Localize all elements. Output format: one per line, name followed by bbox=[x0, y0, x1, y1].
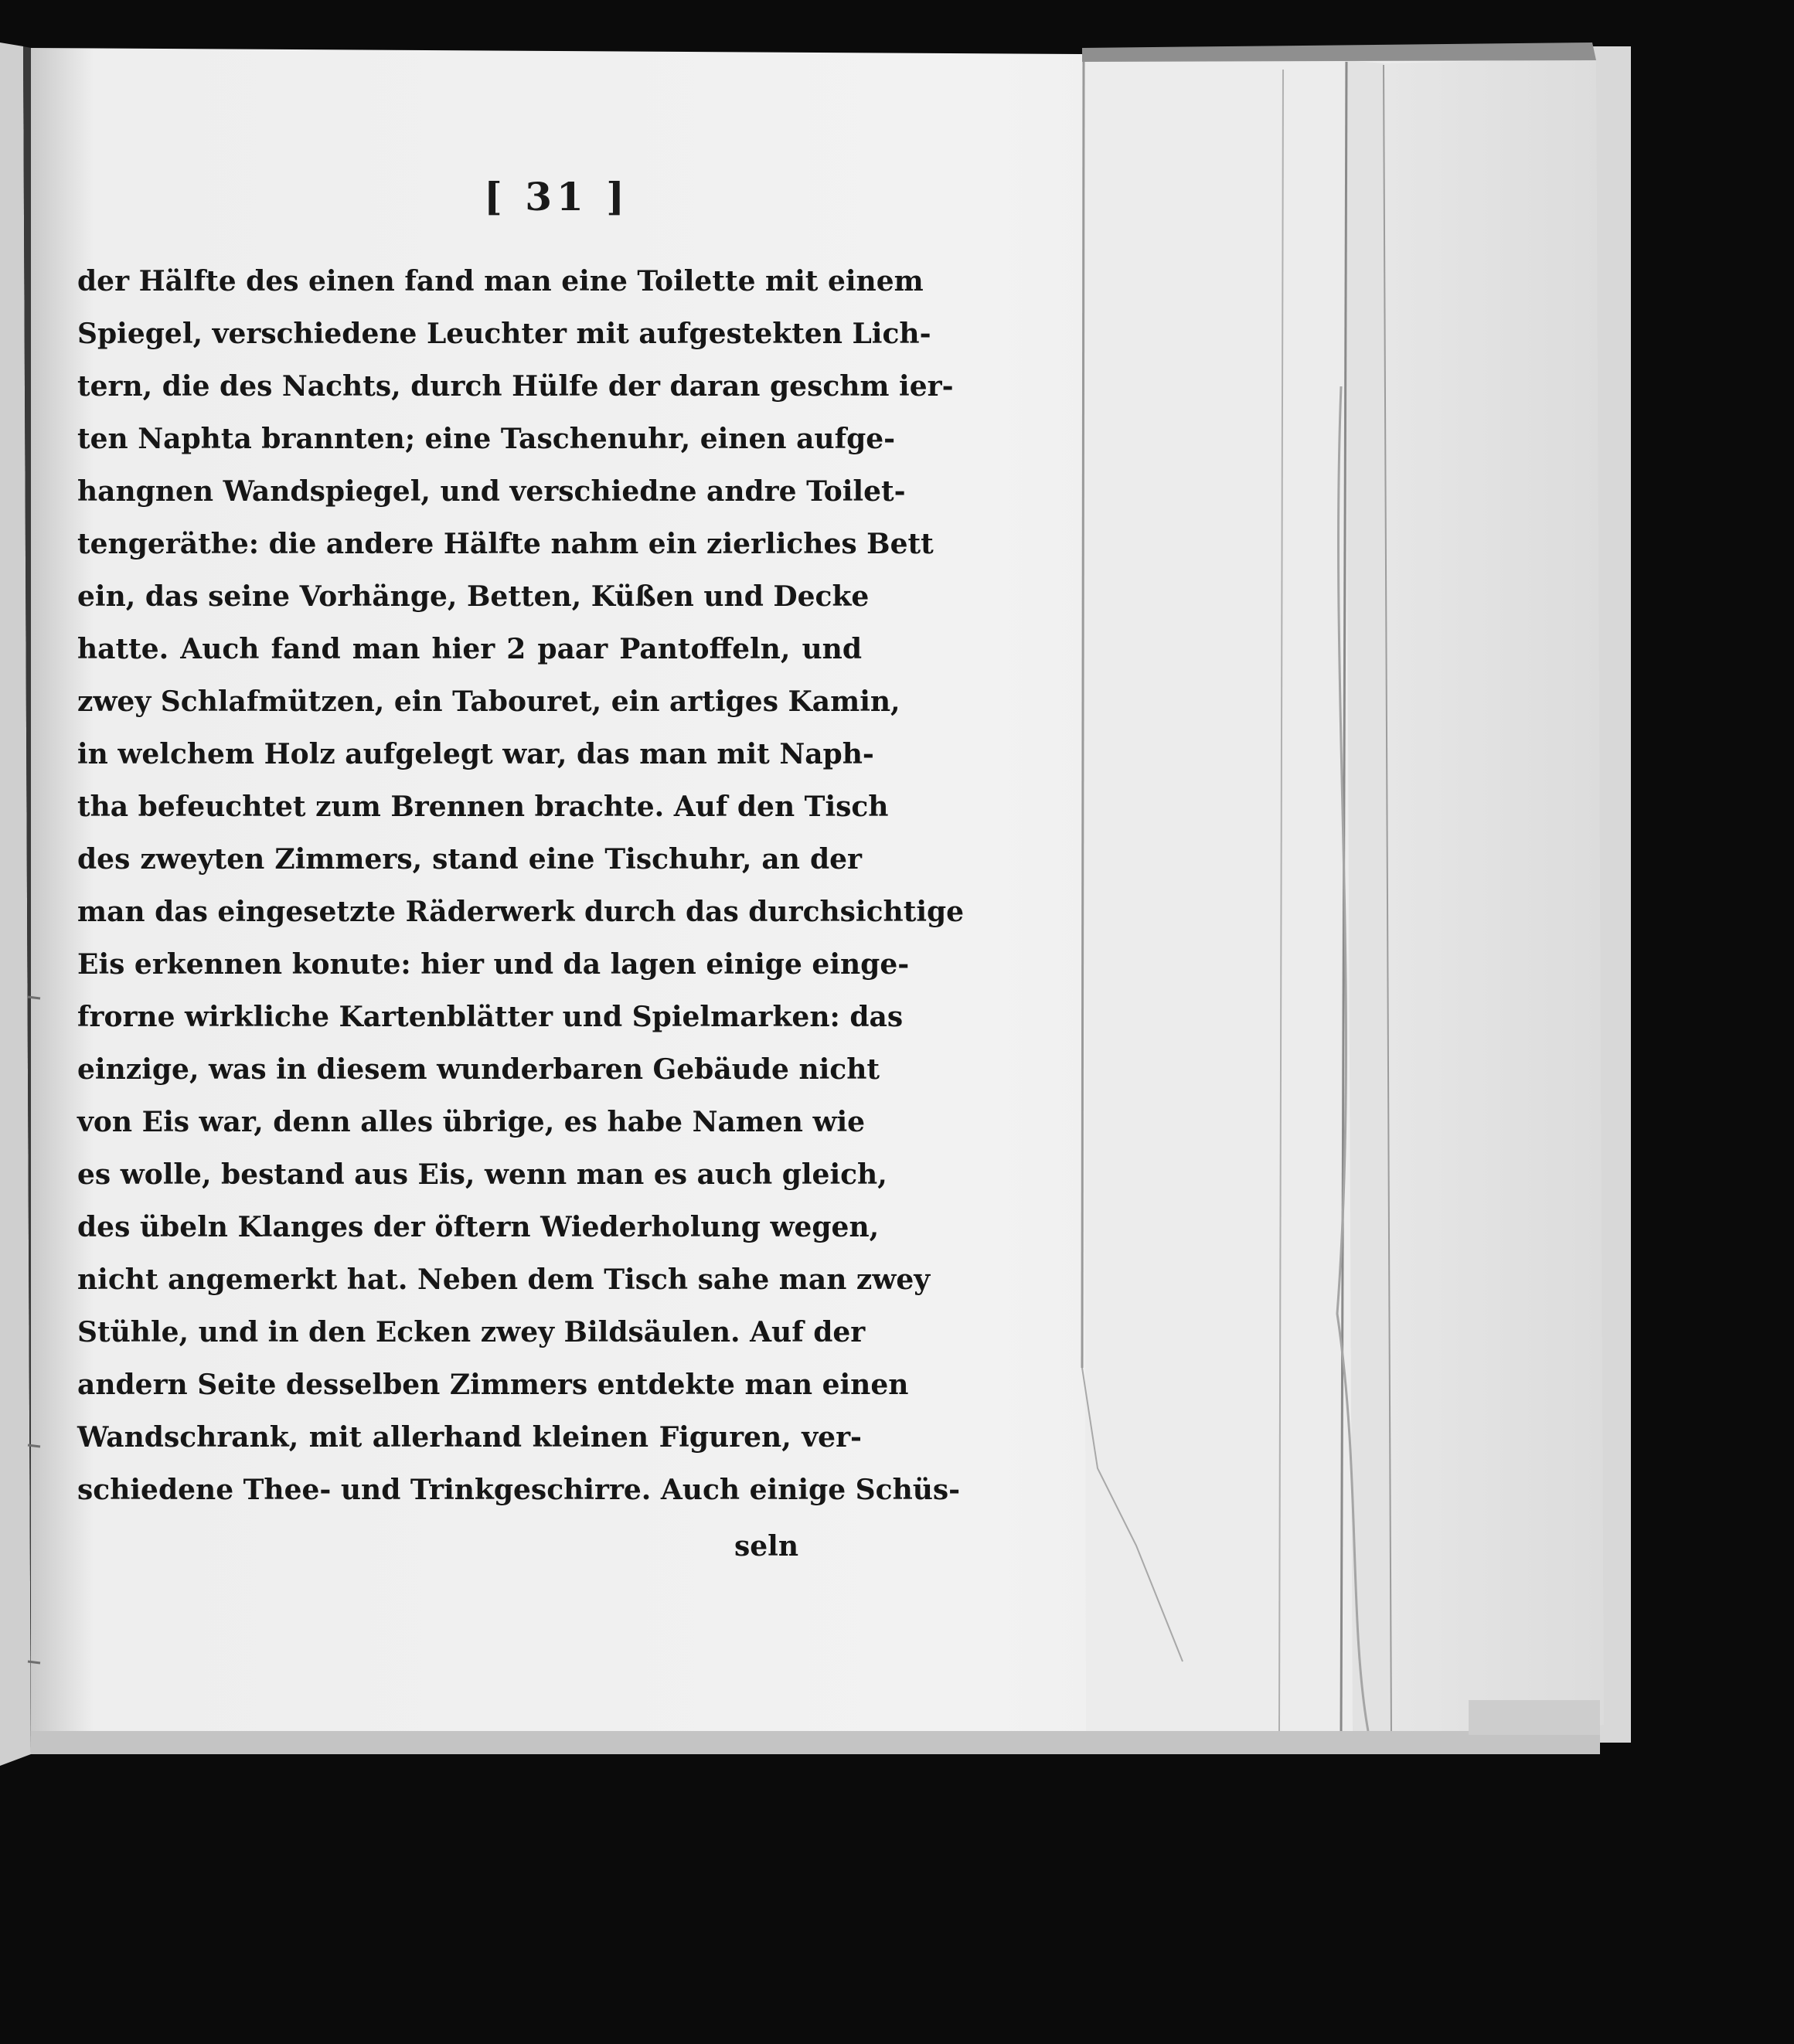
text-line: ein, das seine Vorhänge, Betten, Küßen und Decke bbox=[77, 580, 870, 613]
text-line: tengeräthe: die andere Hälfte nahm ein zierliches Bett bbox=[77, 528, 934, 560]
text-line: von Eis war, denn alles übrige, es habe Namen wie bbox=[77, 1106, 866, 1138]
text-line: tern, die des Nachts, durch Hülfe der daran geschm ier- bbox=[77, 370, 954, 403]
text-line: hatte. Auch fand man hier 2 paar Pantoffeln, und bbox=[77, 633, 862, 665]
text-line: des zweyten Zimmers, stand eine Tischuhr, an der bbox=[77, 843, 862, 876]
text-line: Eis erkennen konute: hier und da lagen einige einge- bbox=[77, 948, 910, 981]
page-text-block bbox=[77, 0, 965, 1623]
text-line: Spiegel, verschiedene Leuchter mit aufgestekten Lich- bbox=[77, 318, 931, 350]
text-line: einzige, was in diesem wunderbaren Gebäude nicht bbox=[77, 1053, 880, 1086]
page-number: [ 31 ] bbox=[484, 174, 629, 219]
text-line: Wandschrank, mit allerhand kleinen Figuren, ver- bbox=[77, 1421, 862, 1454]
text-line: Stühle, und in den Ecken zwey Bildsäulen. Auf der bbox=[77, 1316, 866, 1348]
text-line: andern Seite desselben Zimmers entdekte man einen bbox=[77, 1369, 909, 1401]
text-line: ten Naphta brannten; eine Taschenuhr, einen aufge- bbox=[77, 423, 896, 455]
text-line: tha befeuchtet zum Brennen brachte. Auf den Tisch bbox=[77, 791, 889, 823]
text-line: des übeln Klanges der öftern Wiederholung wegen, bbox=[77, 1211, 880, 1243]
text-line: der Hälfte des einen fand man eine Toilette mit einem bbox=[77, 265, 924, 298]
text-line: nicht angemerkt hat. Neben dem Tisch sahe man zwey bbox=[77, 1263, 931, 1296]
text-line: frorne wirkliche Kartenblätter und Spielmarken: das bbox=[77, 1001, 904, 1033]
text-line: schiedene Thee- und Trinkgeschirre. Auch einige Schüs- bbox=[77, 1474, 961, 1506]
text-line: es wolle, bestand aus Eis, wenn man es auch gleich, bbox=[77, 1158, 887, 1191]
text-line: in welchem Holz aufgelegt war, das man mit Naph- bbox=[77, 738, 874, 770]
text-line: hangnen Wandspiegel, und verschiedne andre Toilet- bbox=[77, 475, 906, 508]
catchword: seln bbox=[734, 1530, 799, 1563]
text-line: man das eingesetzte Räderwerk durch das durchsichtige bbox=[77, 896, 965, 928]
text-line: zwey Schlafmützen, ein Tabouret, ein artiges Kamin, bbox=[77, 685, 900, 718]
